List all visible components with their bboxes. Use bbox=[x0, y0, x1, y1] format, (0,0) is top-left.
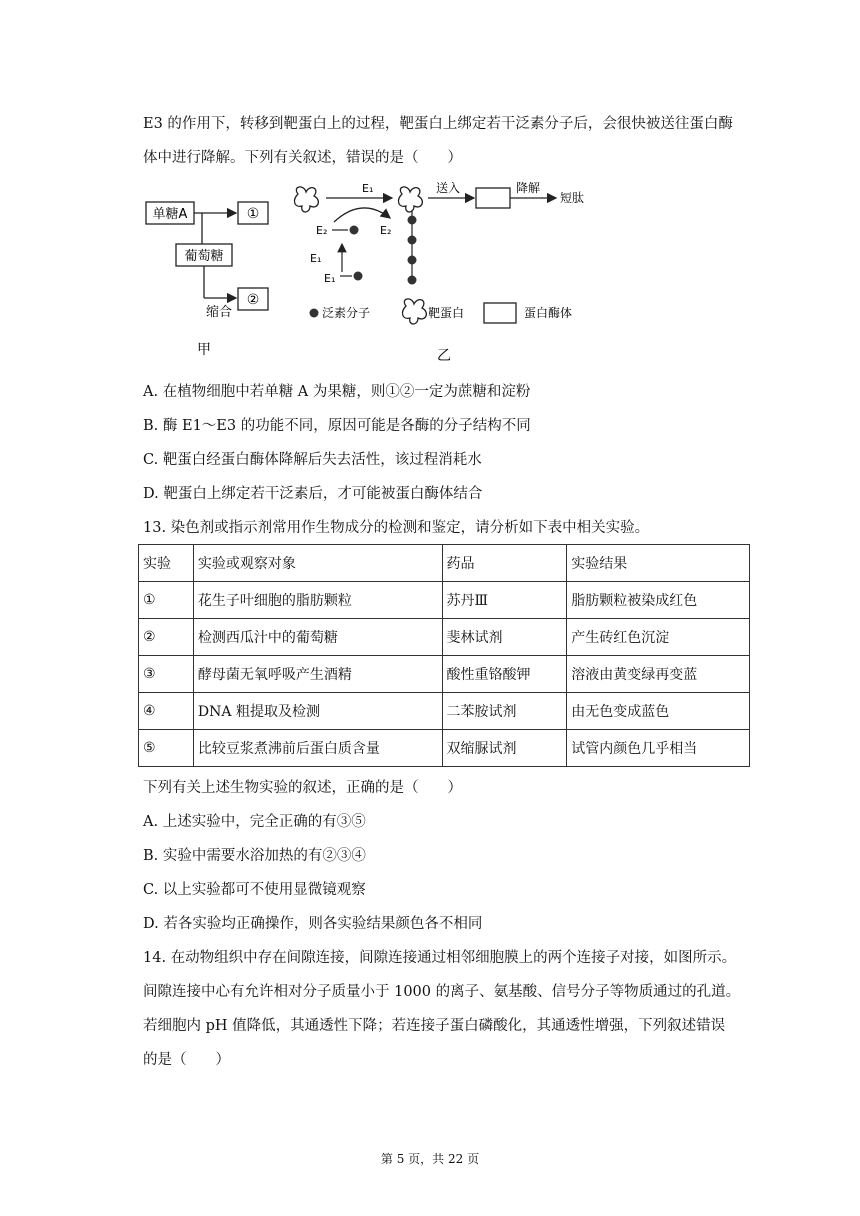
legend-ubiquitin-label: 泛素分子 bbox=[322, 306, 371, 320]
e1-top-label: E₁ bbox=[362, 182, 374, 195]
target-protein-icon bbox=[399, 187, 423, 212]
q12-stem-line1: E3 的作用下，转移到靶蛋白上的过程，靶蛋白上绑定若干泛素分子后，会很快被送往蛋白酶 bbox=[143, 116, 733, 132]
q13-option-a: A. 上述实验中，完全正确的有③⑤ bbox=[143, 814, 366, 830]
q12-option-d: D. 靶蛋白上绑定若干泛素后，才可能被蛋白酶体结合 bbox=[143, 486, 483, 502]
table-cell: 酵母菌无氧呼吸产生酒精 bbox=[193, 656, 442, 693]
q12-option-c: C. 靶蛋白经蛋白酶体降解后失去活性，该过程消耗水 bbox=[143, 452, 482, 468]
figure-jia-caption: 甲 bbox=[197, 342, 211, 358]
table-cell: 苏丹Ⅲ bbox=[442, 582, 567, 619]
condense-label: 缩合 bbox=[206, 305, 233, 320]
legend-proteasome-icon bbox=[484, 303, 516, 323]
monosaccharide-label: 单糖A bbox=[152, 207, 188, 222]
table-header-row bbox=[139, 545, 750, 582]
table-header-cell: 药品 bbox=[442, 545, 567, 582]
ubiquitin-molecule bbox=[408, 216, 417, 225]
table-header-cell: 实验 bbox=[139, 545, 194, 582]
table-row bbox=[139, 656, 750, 693]
q14-stem-line3: 若细胞内 pH 值降低，其通透性下降；若连接子蛋白磷酸化，其通透性增强，下列叙述错误 bbox=[143, 1018, 726, 1034]
table-cell: 比较豆浆煮沸前后蛋白质含量 bbox=[193, 730, 442, 767]
ubiquitin-molecule bbox=[354, 272, 363, 281]
table-cell: ③ bbox=[139, 656, 194, 693]
degrade-label: 降解 bbox=[516, 181, 541, 195]
peptide-label: 短肽 bbox=[560, 191, 585, 205]
glucose-label: 葡萄糖 bbox=[184, 249, 224, 264]
table-cell: 脂肪颗粒被染成红色 bbox=[567, 582, 750, 619]
table-cell: 检测西瓜汁中的葡萄糖 bbox=[193, 619, 442, 656]
table-cell: 由无色变成蓝色 bbox=[567, 693, 750, 730]
q13-stem: 13. 染色剂或指示剂常用作生物成分的检测和鉴定，请分析如下表中相关实验。 bbox=[143, 520, 650, 536]
table-header-cell: 实验或观察对象 bbox=[193, 545, 442, 582]
table-cell: DNA 粗提取及检测 bbox=[193, 693, 442, 730]
table-row bbox=[139, 619, 750, 656]
table-cell: 溶液由黄变绿再变蓝 bbox=[567, 656, 750, 693]
e2-right-label: E₂ bbox=[380, 224, 392, 237]
ubiquitin-molecule bbox=[350, 226, 359, 235]
q12-stem-line2: 体中进行降解。下列有关叙述，错误的是（ ） bbox=[143, 150, 462, 166]
target-protein-icon bbox=[295, 187, 319, 212]
e2-left-label: E₂ bbox=[316, 224, 328, 237]
q12-figure bbox=[140, 176, 600, 366]
q14-stem-line2: 间隙连接中心有允许相对分子质量小于 1000 的离子、氨基酸、信号分子等物质通过的孔道。 bbox=[143, 984, 741, 1000]
q12-option-a: A. 在植物细胞中若单糖 A 为果糖，则①②一定为蔗糖和淀粉 bbox=[143, 384, 531, 400]
product-box-1-label: ① bbox=[246, 206, 260, 222]
ubiquitin-molecule bbox=[408, 236, 417, 245]
table-row bbox=[139, 582, 750, 619]
q13-question: 下列有关上述生物实验的叙述，正确的是（ ） bbox=[143, 780, 462, 796]
figure-yi-caption: 乙 bbox=[437, 348, 451, 364]
send-label: 送入 bbox=[436, 181, 461, 195]
ubiquitin-molecule bbox=[408, 276, 417, 285]
q13-option-c: C. 以上实验都可不使用显微镜观察 bbox=[143, 882, 366, 898]
table-cell: 斐林试剂 bbox=[442, 619, 567, 656]
table-cell: ④ bbox=[139, 693, 194, 730]
q14-stem-line4: 的是（ ） bbox=[143, 1052, 230, 1068]
table-cell: 花生子叶细胞的脂肪颗粒 bbox=[193, 582, 442, 619]
table-cell: ① bbox=[139, 582, 194, 619]
table-cell: 酸性重铬酸钾 bbox=[442, 656, 567, 693]
q12-option-b: B. 酶 E1～E3 的功能不同，原因可能是各酶的分子结构不同 bbox=[143, 418, 531, 434]
table-cell: ⑤ bbox=[139, 730, 194, 767]
q13-option-b: B. 实验中需要水浴加热的有②③④ bbox=[143, 848, 366, 864]
e1-mid-label: E₁ bbox=[310, 252, 322, 265]
figure-yi bbox=[295, 181, 585, 364]
q14-stem-line1: 14. 在动物组织中存在间隙连接，间隙连接通过相邻细胞膜上的两个连接子对接，如图所示。 bbox=[143, 950, 737, 966]
table-row bbox=[139, 693, 750, 730]
table-cell: ② bbox=[139, 619, 194, 656]
legend-target-protein-icon bbox=[403, 299, 427, 324]
table-row bbox=[139, 730, 750, 767]
legend-proteasome-label: 蛋白酶体 bbox=[524, 306, 573, 320]
e1-low-label: E₁ bbox=[324, 272, 336, 285]
figure-jia bbox=[146, 202, 268, 358]
legend-target-label: 靶蛋白 bbox=[428, 306, 465, 320]
legend-ubiquitin-icon bbox=[310, 309, 319, 318]
table-cell: 产生砖红色沉淀 bbox=[567, 619, 750, 656]
q13-option-d: D. 若各实验均正确操作，则各实验结果颜色各不相同 bbox=[143, 916, 483, 932]
product-box-2-label: ② bbox=[246, 292, 260, 308]
table-header-cell: 实验结果 bbox=[567, 545, 750, 582]
table-cell: 双缩脲试剂 bbox=[442, 730, 567, 767]
proteasome-box bbox=[476, 188, 510, 208]
table-cell: 二苯胺试剂 bbox=[442, 693, 567, 730]
experiment-table bbox=[138, 544, 750, 767]
table-cell: 试管内颜色几乎相当 bbox=[567, 730, 750, 767]
ubiquitin-molecule bbox=[408, 256, 417, 265]
page-footer: 第 5 页，共 22 页 bbox=[380, 1152, 480, 1166]
